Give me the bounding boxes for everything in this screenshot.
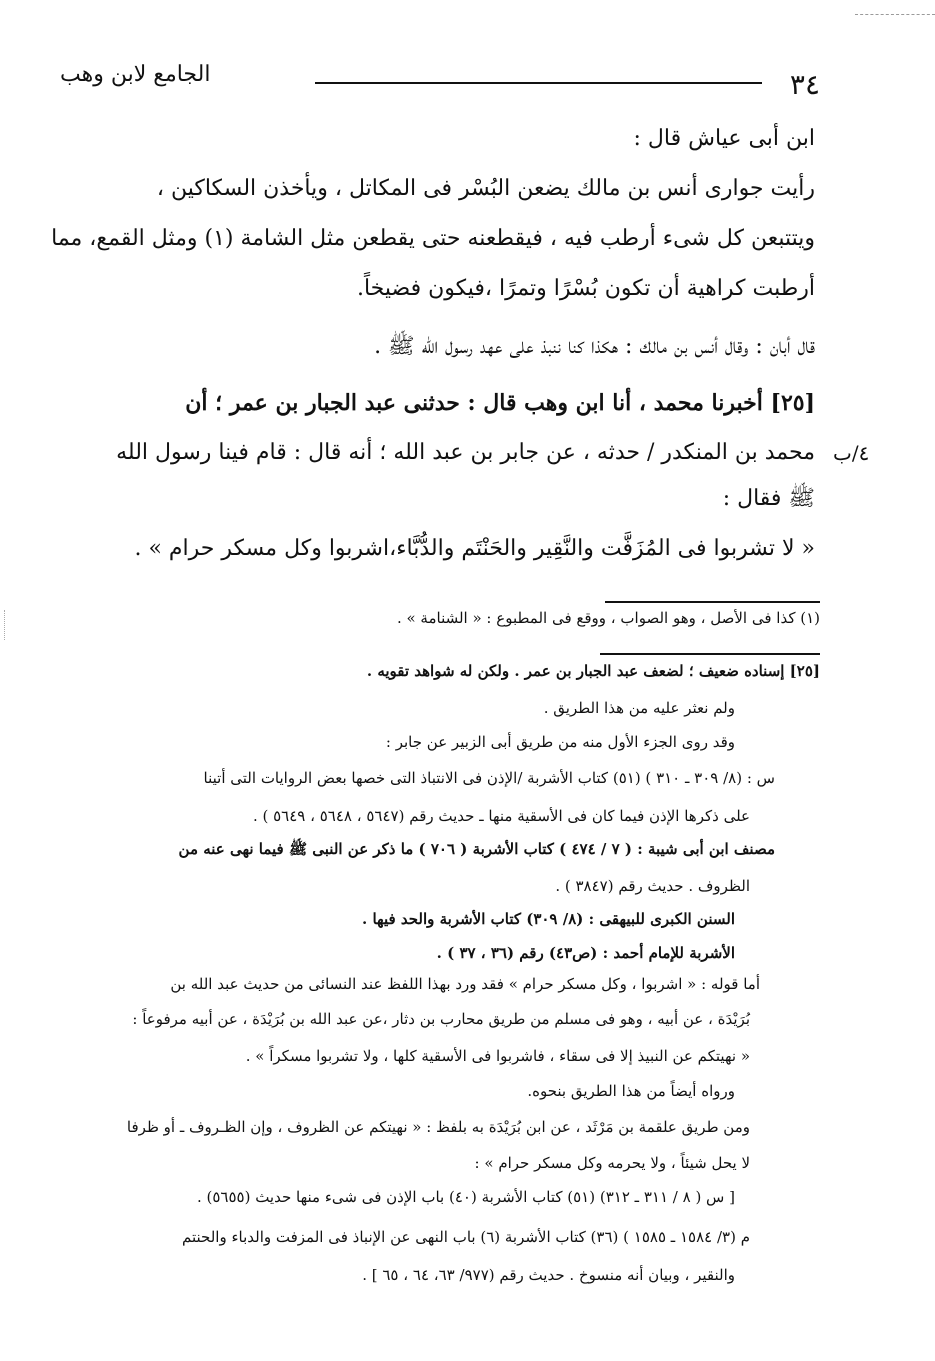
footnote-line: [ س ( ٨ / ٣١١ ـ ٣١٢) (٥١) كتاب الأشربة (٤٠) باب الإذن فى شىء منها حديث (٥٦٥٥) . <box>196 1188 735 1206</box>
footnote-line: السنن الكبرى للبيهقى : (٨/ ٣٠٩) كتاب الأشربة والحد فيها . <box>362 910 735 928</box>
body-line: ويتتبعن كل شىء أرطب فيه ، فيقطعنه حتى يقطعن مثل الشامة (١) ومثل القمع، مما <box>51 226 815 251</box>
body-line: ﷺ فقال : <box>722 486 815 511</box>
hadith-text-line: « لا تشربوا فى المُزَفَّت والنَّقِير والحَنْتَم والدُّبَّاء،اشربوا وكل مسكر حرام » . <box>134 536 815 561</box>
footnote-line: « نهيتكم عن النبيذ إلا فى سقاء ، فاشربوا فى الأسقية كلها ، ولا تشربوا مسكراً » . <box>245 1047 750 1065</box>
page-header <box>60 60 820 100</box>
body-line: رأيت جوارى أنس بن مالك يضعن البُسْر فى المكاتل ، ويأخذن السكاكين ، <box>156 176 815 201</box>
page-number: ٣٤ <box>789 68 820 101</box>
body-line: قال أبان : وقال أنس بن مالك : هكذا كنا ننبذ على عهد رسول الله ﷺ . <box>374 334 815 359</box>
footnote-line: س : (٨/ ٣٠٩ ـ ٣١٠ ) (٥١) كتاب الأشربة /الإذن فى الانتباذ التى خصها بعض الروايات التى أتينا <box>203 769 775 787</box>
body-line: محمد بن المنكدر / حدثه ، عن جابر بن عبد الله ؛ أنه قال : قام فينا رسول الله <box>116 440 815 465</box>
body-line: أرطبت كراهية أن تكون بُسْرًا وتمرًا ،فيكون فضيخاً. <box>356 276 815 301</box>
footnote-line: ورواه أيضاً من هذا الطريق بنحوه. <box>527 1082 735 1100</box>
footnote-line: لا يحل شيئاً ، ولا يحرمه وكل مسكر حرام » : <box>474 1154 750 1172</box>
footnote-line: الظروف . حديث رقم (٣٨٤٧ ) . <box>555 877 750 895</box>
corner-dashed-line <box>855 14 935 15</box>
body-line: ابن أبى عياش قال : <box>633 126 815 151</box>
footnote-line: وقد روى الجزء الأول منه من طريق أبى الزبير عن جابر : <box>385 733 735 751</box>
footnote-line: م (٣/ ١٥٨٤ ـ ١٥٨٥ ) (٣٦) كتاب الأشربة (٦) باب النهى عن الإنباذ فى المزفت والدباء والحنتم <box>181 1228 750 1246</box>
margin-folio-note: ٤/ب <box>833 441 870 465</box>
footnote-separator-secondary <box>600 653 820 655</box>
footnote-line: ومن طريق علقمة بن مَرْثَد ، عن ابن بُرَيْدَة به بلفظ : « نهيتكم عن الظروف ، وإن الظـروف ـ أو ظرفا <box>126 1118 750 1136</box>
footnote-line: والنقير ، وبيان أنه منسوخ . حديث رقم (٩٧٧/ ٦٣، ٦٤ ، ٦٥ ] . <box>362 1266 735 1284</box>
footnote-line: [٢٥] إسناده ضعيف ؛ لضعف عبد الجبار بن عمر . ولكن له شواهد تقويه . <box>366 662 820 680</box>
footnote-line: مصنف ابن أبى شيبة : ( ٧ / ٤٧٤ ) كتاب الأشربة ( ٧٠٦ ) ما ذكر عن النبى ﷺ فيما نهى عنه من <box>178 840 775 858</box>
footnote-line: الأشربة للإمام أحمد : (ص٤٣) رقم (٣٦ ، ٣٧ ) . <box>436 944 735 962</box>
footnote-line: (١) كذا فى الأصل ، وهو الصواب ، ووقع فى المطبوع : « الشنامة » . <box>396 609 820 627</box>
running-title: الجامع لابن وهب <box>60 62 211 87</box>
scan-edge-mark <box>4 610 6 640</box>
footnote-line: على ذكرها الإذن فيما كان فى الأسقية منها ـ حديث رقم (٥٦٤٧ ، ٥٦٤٨ ، ٥٦٤٩ ) . <box>252 807 750 825</box>
footnote-line: بُرَيْدَة ، عن أبيه ، وهو فى مسلم من طريق محارب بن دثار ،عن عبد الله بن بُرَيْدَة ، عن أبيه مرفوعاً : <box>132 1010 750 1028</box>
header-rule <box>315 82 762 84</box>
footnote-line: ولم نعثر عليه من هذا الطريق . <box>543 699 735 717</box>
hadith-number-line: [٢٥] أخبرنا محمد ، أنا ابن وهب قال : حدثنى عبد الجبار بن عمر ؛ أن <box>185 390 815 416</box>
footnote-line: أما قوله : « اشربوا ، وكل مسكر حرام » فقد ورد بهذا اللفظ عند النسائى من حديث عبد الله بن <box>170 975 760 993</box>
footnote-separator <box>605 601 820 603</box>
